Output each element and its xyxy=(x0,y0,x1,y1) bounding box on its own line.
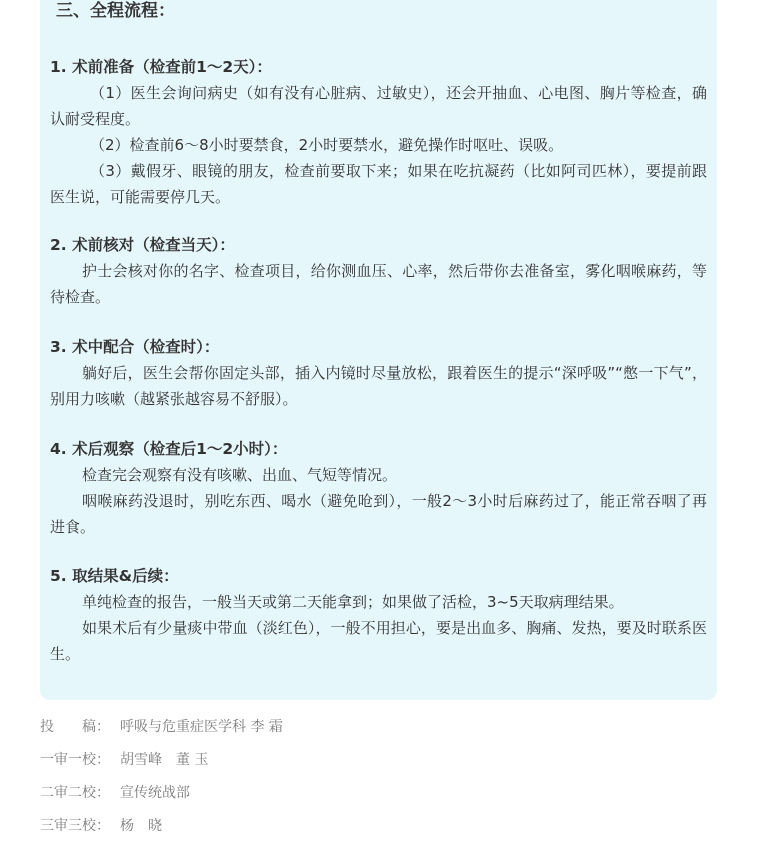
credit-value: 胡雪峰 董 玉 xyxy=(120,752,209,768)
step-5-para-1: 单纯检查的报告，一般当天或第二天能拿到；如果做了活检，3~5天取病理结果。 xyxy=(82,593,624,611)
step-1-para-2: （2）检查前6～8小时要禁食，2小时要禁水，避免操作时呕吐、误吸。 xyxy=(90,136,564,154)
credit-value: 宣传统战部 xyxy=(120,785,190,801)
credit-value: 杨 晓 xyxy=(120,818,162,834)
step-4-para-1: 检查完会观察有没有咳嗽、出血、气短等情况。 xyxy=(82,466,398,484)
step-3-para-1: 躺好后，医生会帮你固定头部，插入内镜时尽量放松，跟着医生的提示“深呼吸”“憋一下气”，别用力咳嗽（越紧张越容易不舒服）。 xyxy=(50,364,707,408)
credit-label: 一审一校： xyxy=(40,752,110,768)
step-3 xyxy=(50,334,707,412)
step-1-heading: 1. 术前准备（检查前1～2天）： xyxy=(50,58,272,76)
step-5-heading: 5. 取结果&后续： xyxy=(50,567,179,585)
step-3-heading: 3. 术中配合（检查时）： xyxy=(50,338,220,356)
step-4 xyxy=(50,436,707,540)
section-title: 三、全程流程： xyxy=(56,1,175,21)
credit-row-second-review xyxy=(40,781,740,814)
credit-label: 二审二校： xyxy=(40,785,110,801)
credit-row-submission xyxy=(40,715,740,748)
credit-label: 三审三校： xyxy=(40,818,110,834)
credit-row-first-review xyxy=(40,748,740,781)
credit-value: 呼吸与危重症医学科 李 霜 xyxy=(120,719,283,735)
step-5-para-2: 如果术后有少量痰中带血（淡红色），一般不用担心，要是出血多、胸痛、发热，要及时联系医生。 xyxy=(50,619,707,663)
step-1 xyxy=(50,54,707,210)
step-1-para-3: （3）戴假牙、眼镜的朋友，检查前要取下来；如果在吃抗凝药（比如阿司匹林），要提前跟医生说，可能需要停几天。 xyxy=(50,162,707,206)
credits xyxy=(40,715,740,847)
credit-label: 投 稿： xyxy=(40,719,110,735)
step-4-para-2: 咽喉麻药没退时，别吃东西、喝水（避免呛到），一般2～3小时后麻药过了，能正常吞咽了再进食。 xyxy=(50,492,707,536)
step-5 xyxy=(50,563,707,667)
step-4-heading: 4. 术后观察（检查后1～2小时）： xyxy=(50,440,288,458)
step-2-heading: 2. 术前核对（检查当天）： xyxy=(50,236,235,254)
step-1-para-1: （1）医生会询问病史（如有没有心脏病、过敏史），还会开抽血、心电图、胸片等检查，确认耐受程度。 xyxy=(50,84,707,128)
step-2 xyxy=(50,232,707,310)
step-2-para-1: 护士会核对你的名字、检查项目，给你测血压、心率，然后带你去准备室，雾化咽喉麻药，等待检查。 xyxy=(50,262,707,306)
credit-row-third-review xyxy=(40,814,740,847)
